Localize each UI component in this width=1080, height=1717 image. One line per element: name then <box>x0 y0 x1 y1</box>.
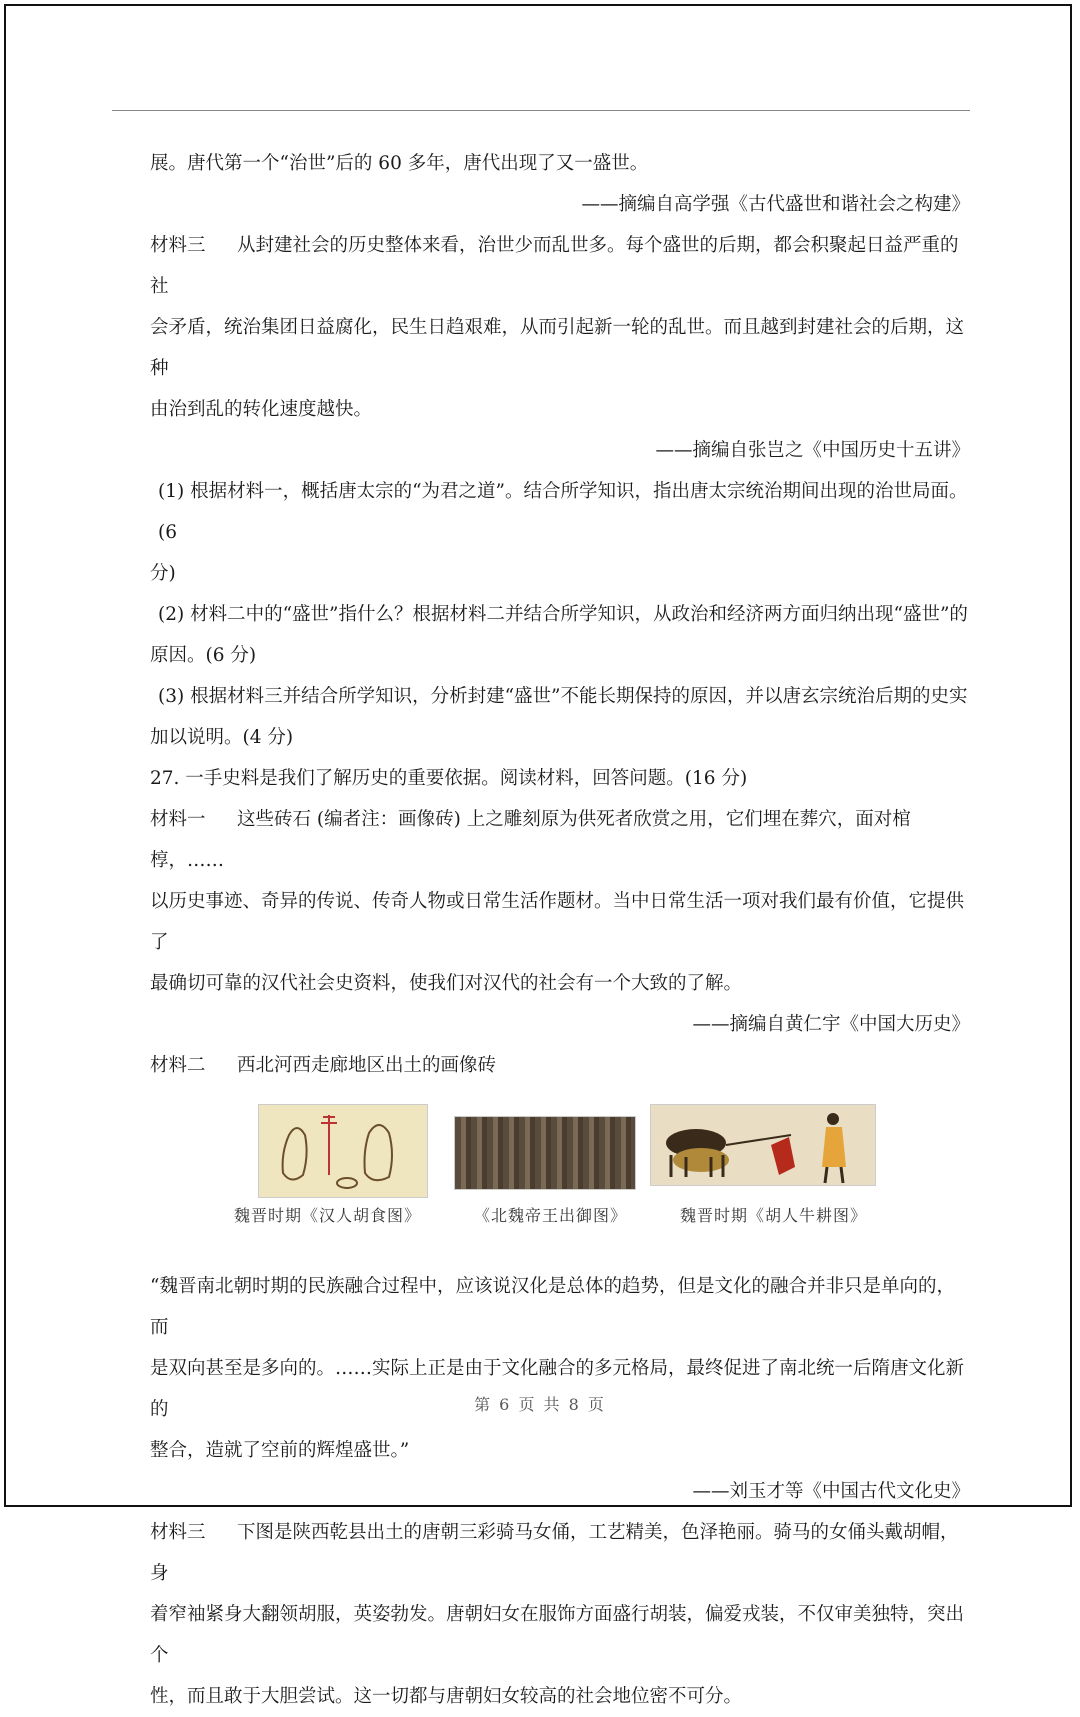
text-line: 性，而且敢于大胆尝试。这一切都与唐朝妇女较高的社会地位密不可分。 <box>150 1686 743 1707</box>
ox-plough-sketch-icon <box>651 1105 877 1187</box>
question-3: (3) 根据材料三并结合所学知识，分析封建“盛世”不能长期保持的原因，并以唐玄宗统治后期的史实 <box>158 686 968 707</box>
mural-image-han-hu-food <box>258 1104 428 1198</box>
question-27: 27. 一手史料是我们了解历史的重要依据。阅读材料，回答问题。(16 分) <box>150 768 748 789</box>
figure-caption: 魏晋时期《胡人牛耕图》 <box>680 1206 868 1225</box>
question-1-cont: 分) <box>150 563 176 584</box>
text-line: 从封建社会的历史整体来看，治世少而乱世多。每个盛世的后期，都会积聚起日益严重的社 <box>150 235 959 297</box>
mural-image-northern-wei <box>454 1116 636 1190</box>
figures-sketch-icon <box>259 1105 429 1199</box>
header-rule <box>112 110 970 111</box>
material-paragraph <box>150 1512 970 1594</box>
material-label: 材料三 <box>150 1522 206 1543</box>
quote-line: 是双向甚至是多向的。……实际上正是由于文化融合的多元格局，最终促进了南北统一后隋唐文化新的 <box>150 1358 965 1420</box>
question-2: (2) 材料二中的“盛世”指什么？根据材料二并结合所学知识，从政治和经济两方面归纳出现“盛世”的 <box>158 604 968 625</box>
quote-line: 整合，造就了空前的辉煌盛世。” <box>150 1440 410 1461</box>
source-citation: ——摘编自张岂之《中国历史十五讲》 <box>655 440 970 461</box>
material-paragraph <box>150 799 970 881</box>
question-1: (1) 根据材料一，概括唐太宗的“为君之道”。结合所学知识，指出唐太宗统治期间出现的治世局面。(6 <box>158 481 968 543</box>
text-line: 这些砖石 (编者注：画像砖) 上之雕刻原为供死者欣赏之用，它们埋在葬穴，面对棺椁，…… <box>150 809 911 871</box>
text-line: 着窄袖紧身大翻领胡服，英姿勃发。唐朝妇女在服饰方面盛行胡装，偏爱戎装，不仅审美独特，突出个 <box>150 1604 965 1666</box>
material-paragraph <box>150 1045 970 1086</box>
text-line: 西北河西走廊地区出土的画像砖 <box>237 1055 497 1076</box>
material-label: 材料二 <box>150 1055 206 1076</box>
source-citation: ——刘玉才等《中国古代文化史》 <box>692 1481 970 1502</box>
figure-caption: 魏晋时期《汉人胡食图》 <box>234 1206 422 1225</box>
text-line: 以历史事迹、奇异的传说、传奇人物或日常生活作题材。当中日常生活一项对我们最有价值，它提供了 <box>150 891 965 953</box>
material-label: 材料一 <box>150 809 206 830</box>
figure-han-hu-food <box>234 1104 428 1225</box>
text-line: 最确切可靠的汉代社会史资料，使我们对汉代的社会有一个大致的了解。 <box>150 973 743 994</box>
page-number: 第 6 页 共 8 页 <box>474 1395 606 1414</box>
question-2-cont: 原因。(6 分) <box>150 645 257 666</box>
text-line: 下图是陕西乾县出土的唐朝三彩骑马女俑，工艺精美，色泽艳丽。骑马的女俑头戴胡帽，身 <box>150 1522 959 1584</box>
mural-image-hu-ox-plough <box>650 1104 876 1186</box>
figure-hu-ox-plough <box>650 1104 876 1225</box>
question-3-cont: 加以说明。(4 分) <box>150 727 294 748</box>
source-citation: ——摘编自高学强《古代盛世和谐社会之构建》 <box>581 194 970 215</box>
document-body <box>150 143 970 1717</box>
figure-northern-wei <box>454 1104 636 1225</box>
text-line: 由治到乱的转化速度越快。 <box>150 399 373 420</box>
material-paragraph <box>150 225 970 307</box>
text-line: 会矛盾，统治集团日益腐化，民生日趋艰难，从而引起新一轮的乱世。而且越到封建社会的后期，这种 <box>150 317 965 379</box>
material-label: 材料三 <box>150 235 206 256</box>
source-citation: ——摘编自黄仁宇《中国大历史》 <box>692 1014 970 1035</box>
figure-caption: 《北魏帝王出御图》 <box>474 1206 628 1225</box>
figure-row <box>150 1104 970 1266</box>
text-line: 展。唐代第一个“治世”后的 60 多年，唐代出现了又一盛世。 <box>150 153 649 174</box>
quote-line: “魏晋南北朝时期的民族融合过程中，应该说汉化是总体的趋势，但是文化的融合并非只是单向的，而 <box>150 1276 955 1338</box>
